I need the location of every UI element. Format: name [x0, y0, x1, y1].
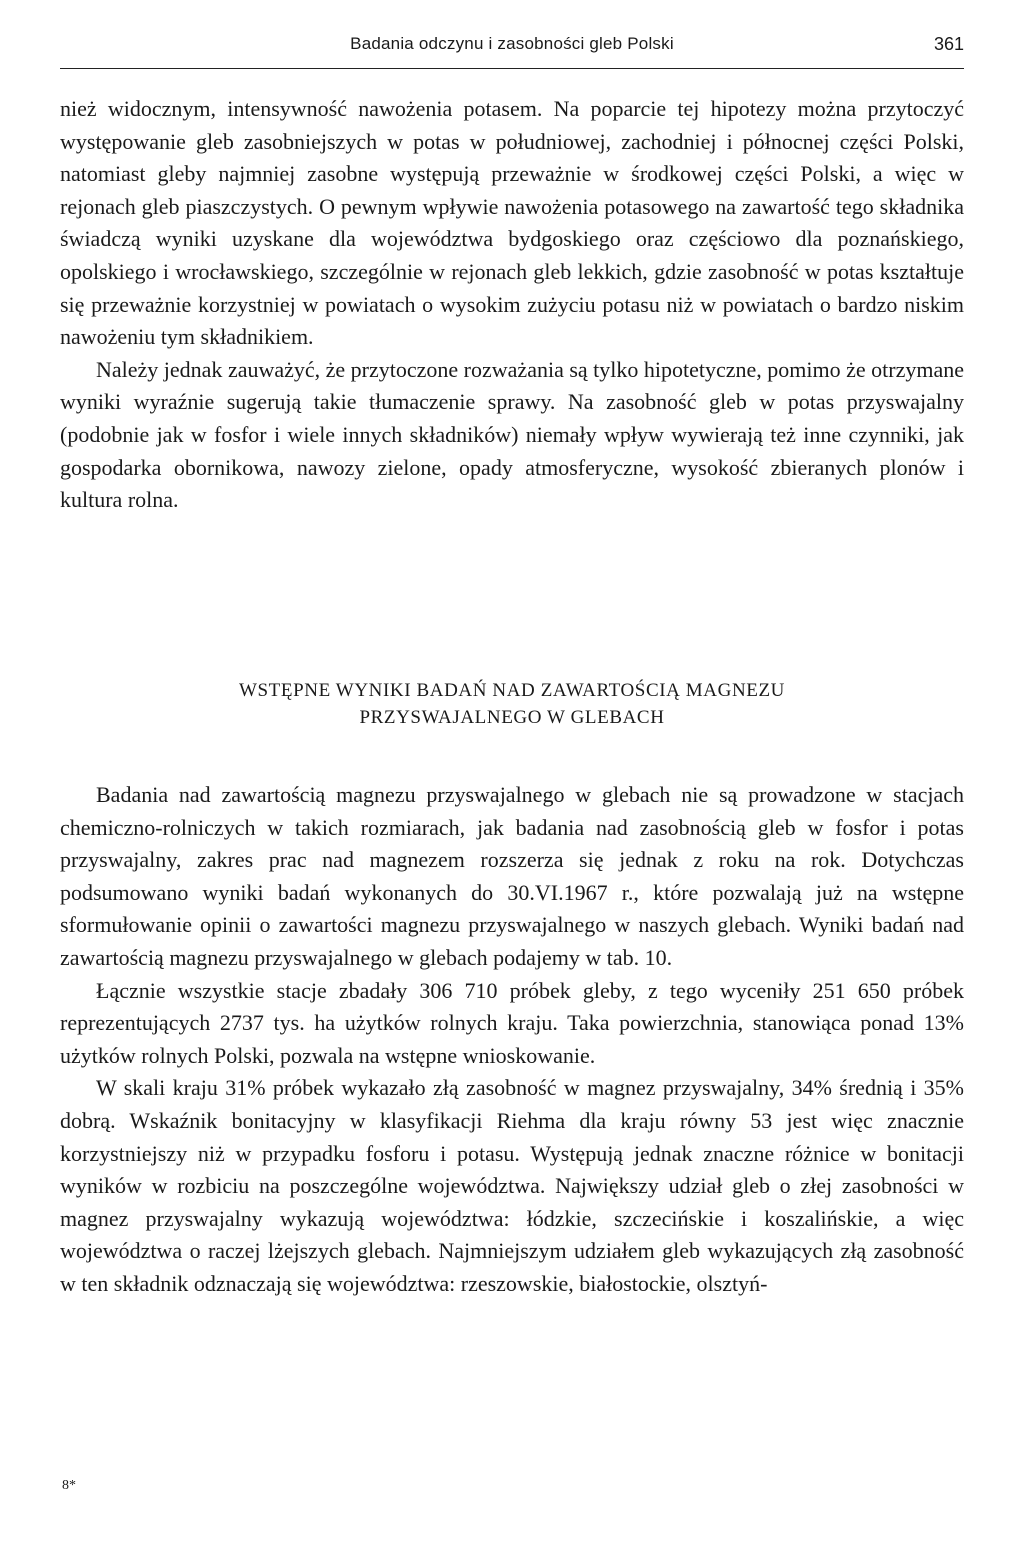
section-heading: [60, 677, 964, 731]
running-title: Badania odczynu i zasobności gleb Polski: [350, 34, 674, 53]
section-heading-line: PRZYSWAJALNEGO W GLEBACH: [359, 707, 665, 728]
paragraph: W skali kraju 31% próbek wykazało złą zasobność w magnez przyswajalny, 34% średnią i 35% dobrą. Wskaźnik bonitacyjny w klasyfikacji Riehma dla kraju równy 53 jest więc znacznie korzystniejszy niż w przypadku fosforu i potasu. Występują jednak znaczne różnice w bonitacji wyników w rozbiciu na poszczególne województwa. Największy udział gleb o złej zasobności w magnez przyswajalny wykazują województwa: łódzkie, szczecińskie i koszalińskie, a więc województwa o raczej lżejszych glebach. Najmniejszym udziałem gleb wykazujących złą zasobność w ten składnik odznaczają się województwa: rzeszowskie, białostockie, olsztyń-: [60, 1075, 964, 1296]
header-rule: [60, 68, 964, 69]
signature-mark: 8*: [62, 1478, 76, 1493]
text-block-bottom: [60, 779, 964, 1301]
running-head: [60, 34, 964, 66]
section-heading-line: WSTĘPNE WYNIKI BADAŃ NAD ZAWARTOŚCIĄ MAGNEZU: [238, 680, 786, 701]
paragraph: Łącznie wszystkie stacje zbadały 306 710 próbek gleby, z tego wyceniły 251 650 próbek reprezentujących 2737 tys. ha użytków rolnych kraju. Taka powierzchnia, stanowiąca ponad 13% użytków rolnych Polski, pozwala na wstępne wnioskowanie.: [60, 977, 964, 1068]
page-number: 361: [933, 34, 964, 54]
text-block-top: [60, 93, 964, 517]
paragraph: Badania nad zawartością magnezu przyswajalnego w glebach nie są prowadzone w stacjach chemiczno-rolniczych w takich rozmiarach, jak badania nad zasobnością gleb w fosfor i potas przyswajalny, zakres prac nad magnezem rozszerza się jednak z roku na rok. Dotychczas podsumowano wyniki badań wykonanych do 30.VI.1967 r., które pozwalają już na wstępne sformułowanie opinii o zawartości magnezu przyswajalnego w naszych glebach. Wyniki badań nad zawartością magnezu przyswajalnego w glebach podajemy w tab. 10.: [60, 782, 964, 970]
paragraph: nież widocznym, intensywność nawożenia potasem. Na poparcie tej hipotezy można przytoczyć występowanie gleb zasobniejszych w potas w południowej, zachodniej i północnej części Polski, natomiast gleby najmniej zasobne występują przeważnie w środkowej części Polski, a więc w rejonach gleb piaszczystych. O pewnym wpływie nawożenia potasowego na zawartość tego składnika świadczą wyniki uzyskane dla województwa bydgoskiego oraz częściowo dla poznańskiego, opolskiego i wrocławskiego, szczególnie w rejonach gleb lekkich, gdzie zasobność w potas kształtuje się przeważnie korzystniej w powiatach o wysokim zużyciu potasu niż w powiatach o bardzo niskim nawożeniu tym składnikiem.: [60, 96, 964, 350]
paragraph: Należy jednak zauważyć, że przytoczone rozważania są tylko hipotetyczne, pomimo że otrzymane wyniki wyraźnie sugerują takie tłumaczenie sprawy. Na zasobność gleb w potas przyswajalny (podobnie jak w fosfor i wiele innych składników) niemały wpływ wywierają też inne czynniki, jak gospodarka obornikowa, nawozy zielone, opady atmosferyczne, wysokość zbieranych plonów i kultura rolna.: [60, 356, 964, 513]
